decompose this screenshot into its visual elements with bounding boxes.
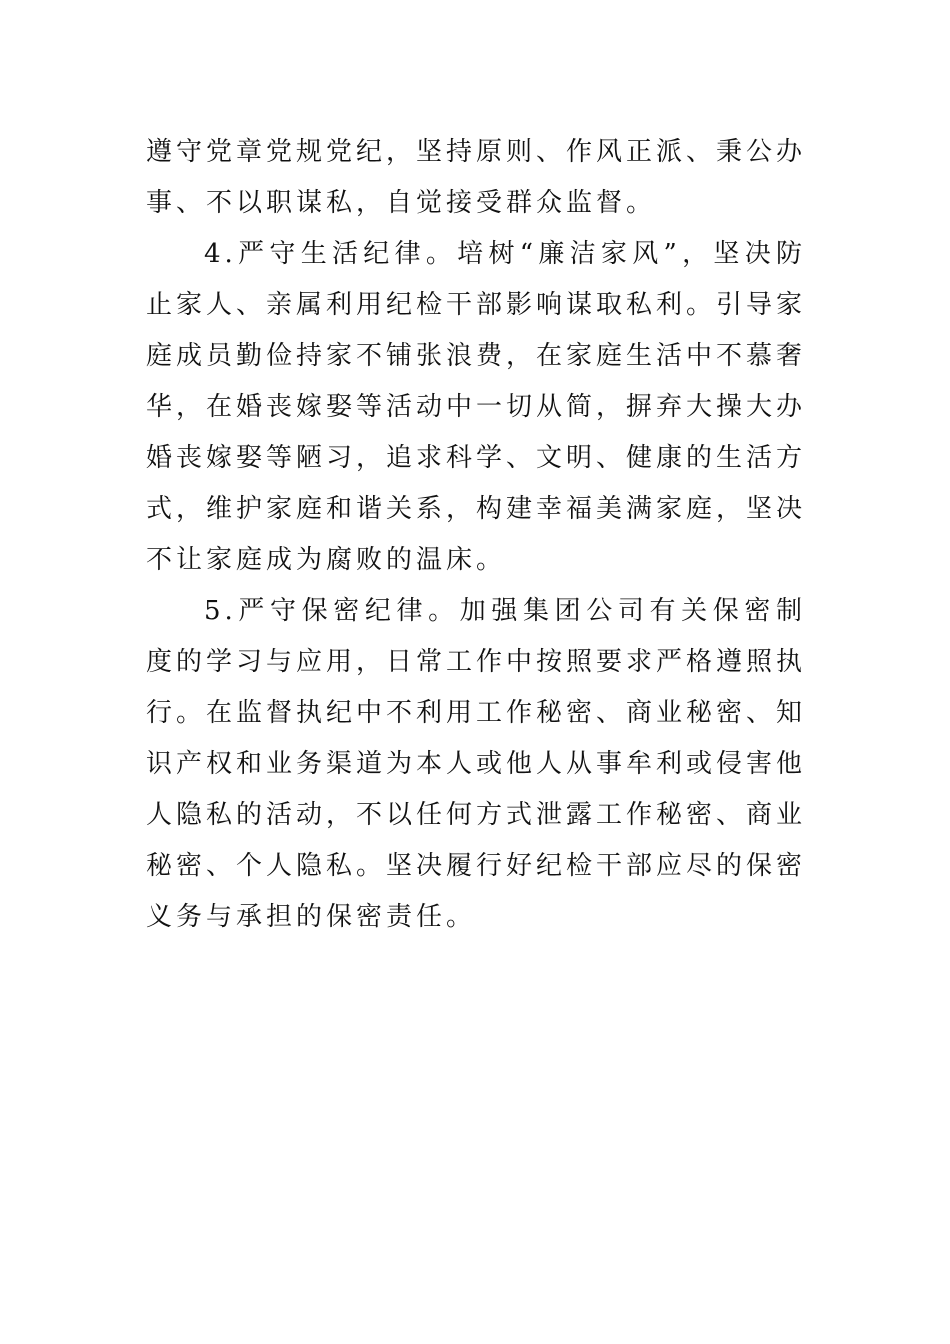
- paragraph-item-4: 4.严守生活纪律。培树“廉洁家风”，坚决防止家人、亲属利用纪检干部影响谋取私利。引导家庭成员勤俭持家不铺张浪费，在家庭生活中不慕奢华，在婚丧嫁娶等活动中一切从简，摒弃大操大办婚丧嫁娶等陋习，追求科学、文明、健康的生活方式，维护家庭和谐关系，构建幸福美满家庭，坚决不让家庭成为腐败的温床。: [146, 239, 807, 575]
- paragraph-continued: 遵守党章党规党纪，坚持原则、作风正派、秉公办事、不以职谋私，自觉接受群众监督。: [146, 137, 807, 218]
- paragraph-item-5: 5.严守保密纪律。加强集团公司有关保密制度的学习与应用，日常工作中按照要求严格遵照执行。在监督执纪中不利用工作秘密、商业秘密、知识产权和业务渠道为本人或他人从事牟利或侵害他人隐私的活动，不以任何方式泄露工作秘密、商业秘密、个人隐私。坚决履行好纪检干部应尽的保密义务与承担的保密责任。: [146, 596, 807, 932]
- document-body: [146, 127, 806, 943]
